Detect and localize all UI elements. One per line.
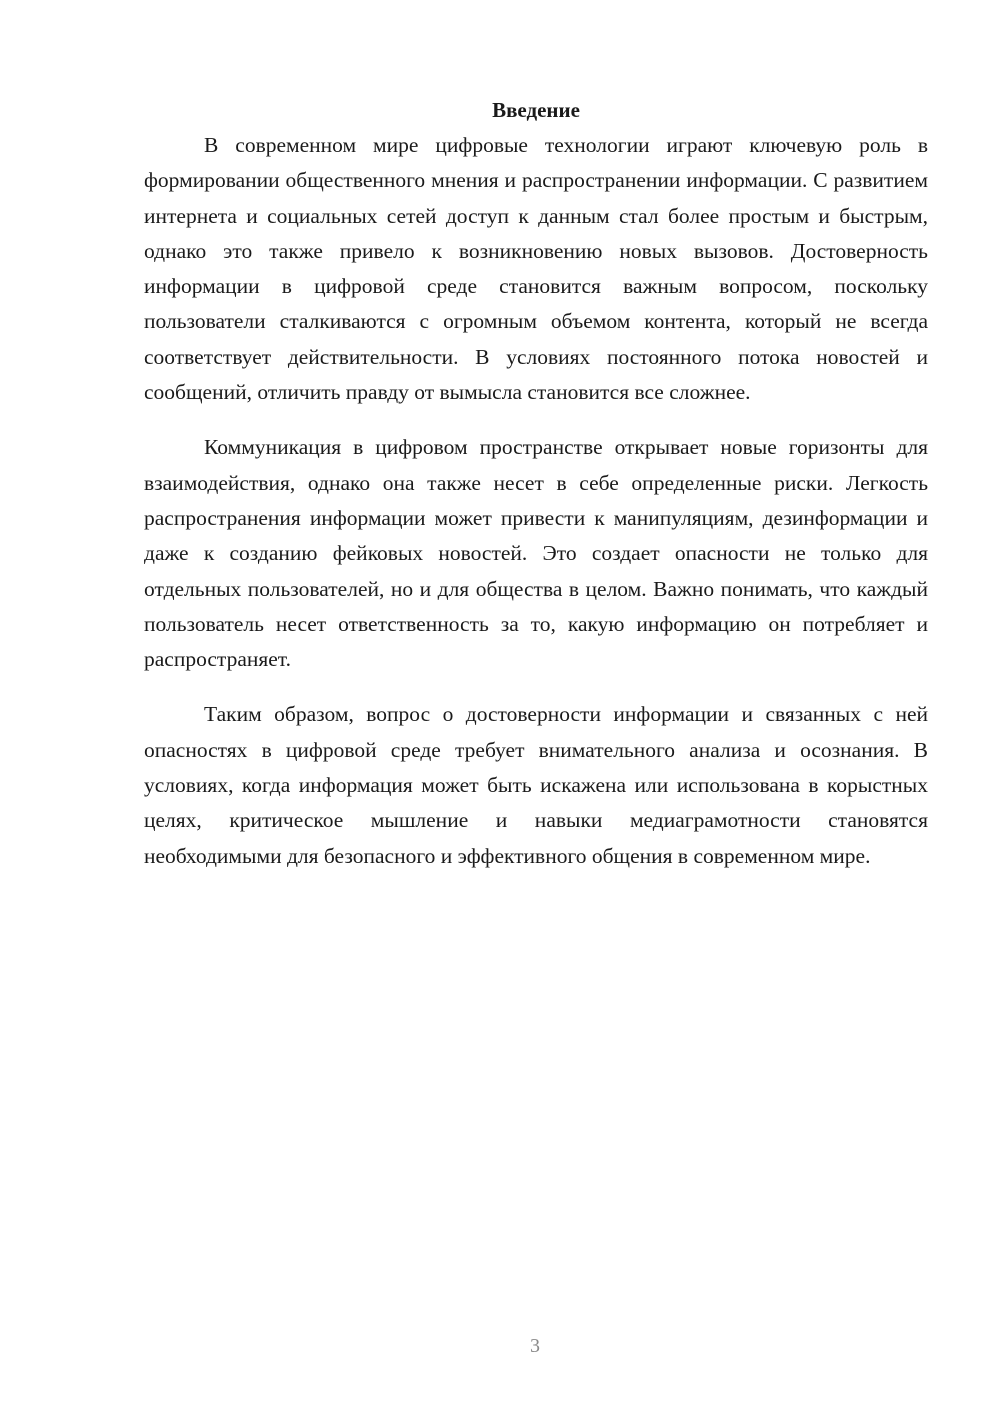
paragraph-2: Коммуникация в цифровом пространстве открывает новые горизонты для взаимодействия, однако она также несет в себе определенные риски. Легкость распространения информации может привести к манипуляциям, дезинформации и даже к созданию фейковых новостей. Это создает опасности не только для отдельных пользователей, но и для общества в целом. Важно понимать, что каждый пользователь несет ответственность за то, какую информацию он потребляет и распространяет. <box>144 435 928 672</box>
paragraph-3: Таким образом, вопрос о достоверности информации и связанных с ней опасностях в цифровой среде требует внимательного анализа и осознания. В условиях, когда информация может быть искажена или использована в корыстных целях, критическое мышление и навыки медиаграмотности становятся необходимыми для безопасного и эффективного общения в современном мире. <box>144 702 928 868</box>
section-heading: Введение <box>492 98 580 122</box>
paragraph-1: В современном мире цифровые технологии играют ключевую роль в формировании общественного мнения и распространении информации. С развитием интернета и социальных сетей доступ к данным стал более простым и быстрым, однако это также привело к возникновению новых вызовов. Достоверность информации в цифровой среде становится важным вопросом, поскольку пользователи сталкиваются с огромным объемом контента, который не всегда соответствует действительности. В условиях постоянного потока новостей и сообщений, отличить правду от вымысла становится все сложнее. <box>144 133 928 405</box>
page-content <box>144 92 928 894</box>
page-number: 3 <box>530 1335 540 1357</box>
